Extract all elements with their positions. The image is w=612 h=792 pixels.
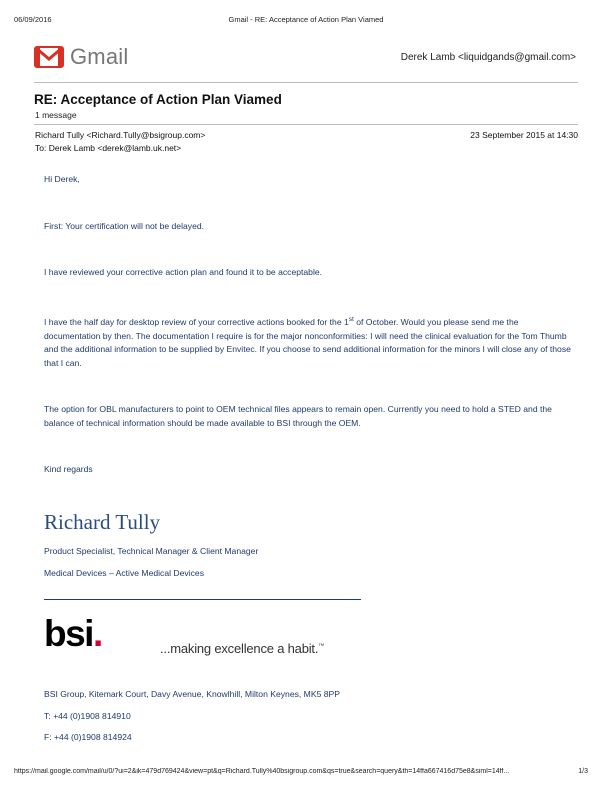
sent-date: 23 September 2015 at 14:30 [470, 130, 578, 140]
thread-subject: RE: Acceptance of Action Plan Viamed [34, 92, 282, 107]
body-paragraph-2: I have reviewed your corrective action plan and found it to be acceptable. [44, 267, 323, 277]
signature-telephone: T: +44 (0)1908 814910 [44, 711, 131, 721]
recipient: To: Derek Lamb <derek@lamb.uk.net> [35, 143, 182, 153]
sender: Richard Tully <Richard.Tully@bsigroup.com> [35, 130, 206, 140]
header-divider [34, 82, 578, 83]
bsi-tagline [160, 641, 324, 656]
signature-divider [44, 599, 361, 600]
bsi-logo-dot: . [92, 613, 102, 654]
ordinal-suffix: st [348, 316, 354, 324]
gmail-envelope-icon [34, 46, 64, 68]
print-url: https://mail.google.com/mail/u/0/?ui=2&ik=479d769424&view=pt&q=Richard.Tully%40bsigroup.com&qs=true&search=query&th=14ffa667416d75e8&siml=14ff... [14, 768, 510, 775]
gmail-logo-text: Gmail [70, 44, 129, 69]
gmail-logo[interactable] [34, 44, 128, 70]
body-paragraph-1: First: Your certification will not be delayed. [44, 221, 205, 231]
page-number: 1/3 [578, 768, 588, 775]
bsi-logo [44, 613, 102, 655]
body-paragraph-3 [44, 316, 574, 370]
message-count: 1 message [35, 110, 77, 120]
body-paragraph-4: The option for OBL manufacturers to point to OEM technical files appears to remain open. Currently you need to hold a STED and the balance of technical information should be made available to BSI through the OEM. [44, 404, 552, 428]
trademark-symbol: ™ [318, 643, 325, 650]
body-paragraph-3-rest: of October. Would you please send me the documentation by then. The documentation I require is for the major nonconformities: I will need the clinical evaluation for the Tom Thumb and the additional information to be supplied by Envitec. If you choose to send additional information for the minors I will close any of those that I can. [44, 317, 571, 368]
signature-fax: F: +44 (0)1908 814924 [44, 732, 132, 742]
signature-role: Product Specialist, Technical Manager & Client Manager [44, 546, 259, 556]
account-email: Derek Lamb <liquidgands@gmail.com> [400, 52, 576, 63]
print-title: Gmail - RE: Acceptance of Action Plan Viamed [228, 15, 384, 24]
greeting: Hi Derek, [44, 174, 80, 184]
body-paragraph-3-start: I have the half day for desktop review of your corrective actions booked for the 1 [44, 317, 349, 327]
subject-divider [34, 124, 578, 125]
signature-name: Richard Tully [44, 510, 161, 534]
print-date: 06/09/2016 [14, 15, 52, 24]
signature-department: Medical Devices – Active Medical Devices [44, 568, 204, 578]
signature-address: BSI Group, Kitemark Court, Davy Avenue, Knowlhill, Milton Keynes, MK5 8PP [44, 689, 340, 699]
bsi-logo-text: bsi [44, 613, 93, 654]
bsi-tagline-text: ...making excellence a habit. [160, 641, 319, 656]
closing: Kind regards [44, 464, 93, 474]
